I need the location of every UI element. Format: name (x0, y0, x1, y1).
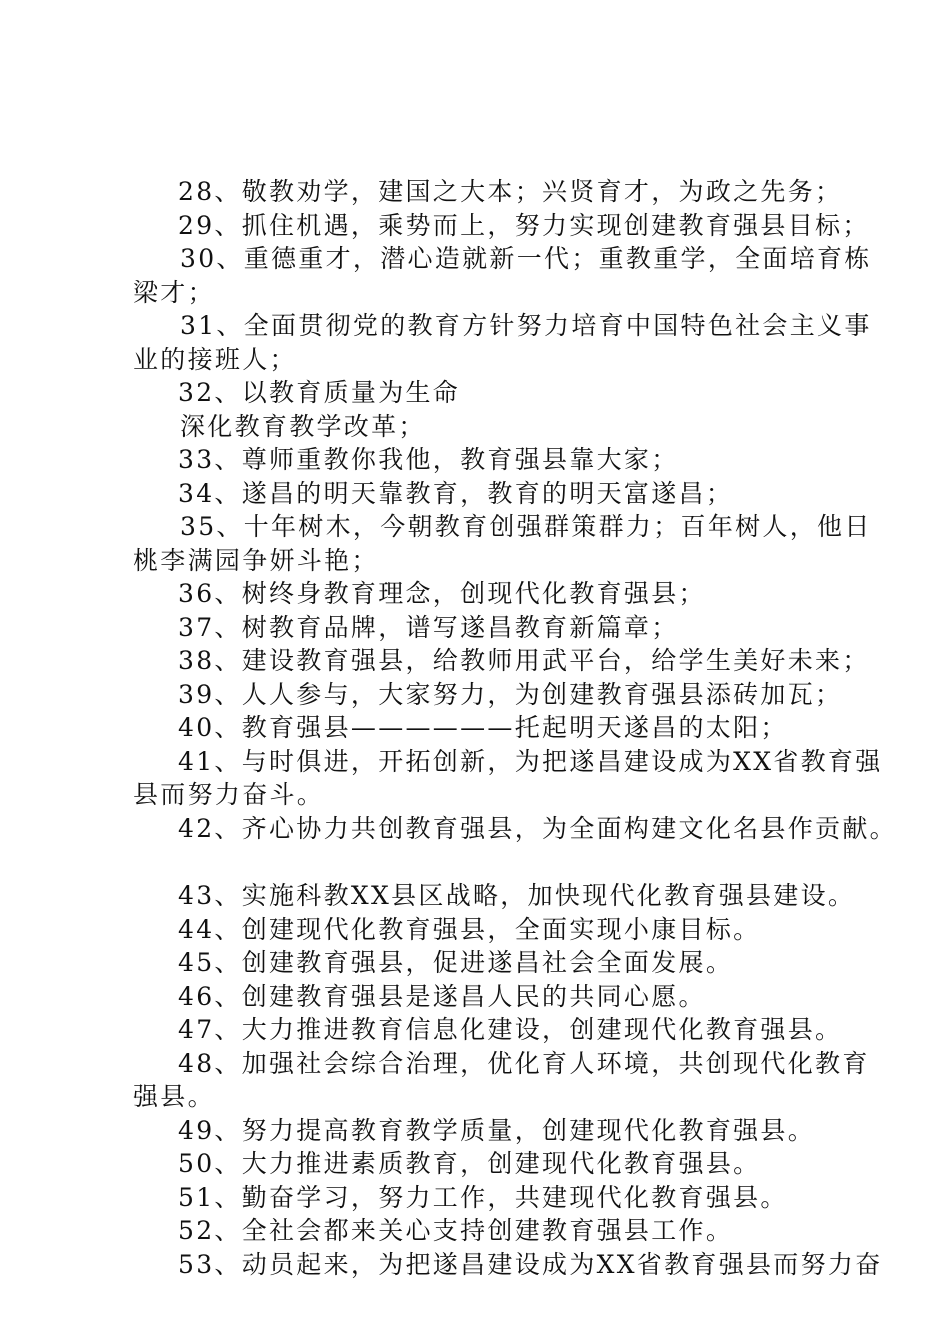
slogan-line-32-cont: 深化教育教学改革； (180, 412, 426, 441)
slogan-line-31-cont: 业的接班人； (133, 345, 297, 374)
slogan-line-46: 46、创建教育强县是遂昌人民的共同心愿。 (178, 982, 706, 1011)
slogan-line-38: 38、建设教育强县，给教师用武平台，给学生美好未来； (178, 646, 870, 675)
slogan-line-41-cont: 县而努力奋斗。 (133, 780, 325, 809)
slogan-line-40: 40、教育强县——————托起明天遂昌的太阳； (178, 713, 788, 742)
slogan-line-52: 52、全社会都来关心支持创建教育强县工作。 (178, 1216, 734, 1245)
slogan-line-49: 49、努力提高教育教学质量，创建现代化教育强县。 (178, 1116, 816, 1145)
slogan-line-45: 45、创建教育强县，促进遂昌社会全面发展。 (178, 948, 734, 977)
slogan-line-44: 44、创建现代化教育强县，全面实现小康目标。 (178, 915, 761, 944)
slogan-line-51: 51、勤奋学习，努力工作，共建现代化教育强县。 (178, 1183, 788, 1212)
slogan-line-43: 43、实施科教XX县区战略，加快现代化教育强县建设。 (178, 881, 856, 910)
slogan-line-50: 50、大力推进素质教育，创建现代化教育强县。 (178, 1149, 761, 1178)
slogan-line-42: 42、齐心协力共创教育强县，为全面构建文化名县作贡献。 (178, 814, 897, 843)
slogan-line-28: 28、敬教劝学，建国之大本；兴贤育才，为政之先务； (178, 177, 843, 206)
slogan-line-39: 39、人人参与，大家努力，为创建教育强县添砖加瓦； (178, 680, 843, 709)
slogan-line-29: 29、抓住机遇，乘势而上，努力实现创建教育强县目标； (178, 211, 870, 240)
slogan-line-36: 36、树终身教育理念，创现代化教育强县； (178, 579, 706, 608)
slogan-line-48: 48、加强社会综合治理，优化育人环境，共创现代化教育 (178, 1049, 870, 1078)
slogan-line-41: 41、与时俱进，开拓创新，为把遂昌建设成为XX省教育强 (178, 747, 883, 776)
slogan-line-35: 35、十年树木，今朝教育创强群策群力；百年树人，他日 (180, 512, 872, 541)
slogan-line-34: 34、遂昌的明天靠教育，教育的明天富遂昌； (178, 479, 734, 508)
slogan-line-53: 53、动员起来，为把遂昌建设成为XX省教育强县而努力奋 (178, 1250, 883, 1279)
slogan-line-30-cont: 梁才； (133, 278, 215, 307)
slogan-line-31: 31、全面贯彻党的教育方针努力培育中国特色社会主义事 (180, 311, 872, 340)
slogan-line-32: 32、以教育质量为生命 (178, 378, 461, 407)
slogan-line-35-cont: 桃李满园争妍斗艳； (133, 546, 379, 575)
slogan-line-33: 33、尊师重教你我他，教育强县靠大家； (178, 445, 679, 474)
slogan-line-47: 47、大力推进教育信息化建设，创建现代化教育强县。 (178, 1015, 843, 1044)
slogan-line-48-cont: 强县。 (133, 1082, 215, 1111)
slogan-line-30: 30、重德重才，潜心造就新一代；重教重学，全面培育栋 (180, 244, 872, 273)
slogan-line-37: 37、树教育品牌，谱写遂昌教育新篇章； (178, 613, 679, 642)
